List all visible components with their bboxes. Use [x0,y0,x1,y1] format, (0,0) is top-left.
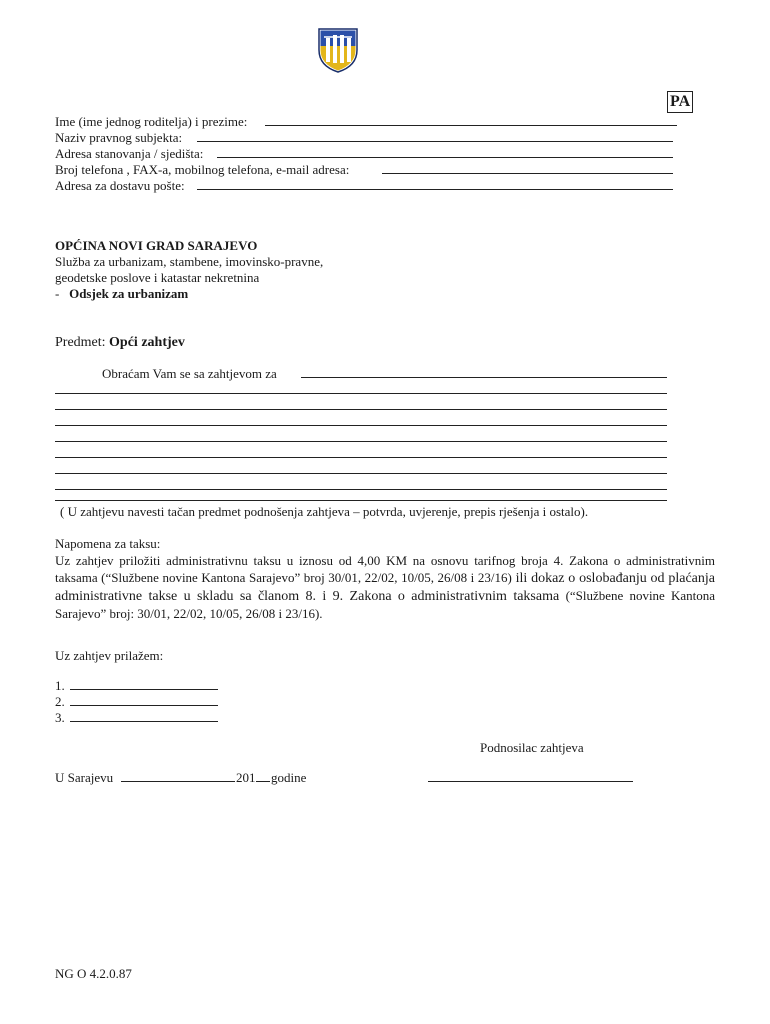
applicant-label: Podnosilac zahtjeva [480,740,584,755]
field-legal-entity-line[interactable] [197,130,673,142]
department-dash: - [55,286,60,301]
attachment-item-1-number: 1. [55,678,65,693]
request-line-4[interactable] [55,430,667,442]
form-type-badge: PA [667,91,693,113]
subject-label: Predmet: [55,335,106,350]
coat-of-arms-icon [316,26,360,74]
attachment-item-2-line[interactable] [70,694,218,706]
request-line-3[interactable] [55,414,667,426]
date-line[interactable] [121,770,235,782]
request-line-1[interactable] [55,382,667,394]
fee-text-part-b: ili dokaz o oslobađanju od plaćanja administrativne takse u skladu sa članom 8. i 9. Zakona o administrativnim taksama [55,571,715,604]
recipient-department [55,286,188,302]
request-line-8[interactable] [55,489,667,501]
request-intro: Obraćam Vam se sa zahtjevom za [102,366,277,381]
field-mail-address-line[interactable] [197,178,673,190]
year-suffix: godine [271,770,307,785]
applicant-signature-line[interactable] [428,770,633,782]
form-code: NG O 4.2.0.87 [55,966,132,981]
place-date-prefix: U Sarajevu [55,770,114,785]
year-line[interactable] [256,770,270,782]
request-line-0[interactable] [301,366,667,378]
field-address-line[interactable] [217,146,673,158]
request-hint: ( U zahtjevu navesti tačan predmet podnošenja zahtjeva – potvrda, uvjerenje, prepis rješenja i ostalo). [60,504,589,519]
field-mail-address-label: Adresa za dostavu pošte: [55,178,185,193]
fee-heading: Napomena za taksu: [55,536,161,551]
attachments-heading: Uz zahtjev prilažem: [55,648,164,663]
request-line-6[interactable] [55,462,667,474]
subject-value: Opći zahtjev [109,335,185,350]
request-line-5[interactable] [55,446,667,458]
field-contact-label: Broj telefona , FAX-a, mobilnog telefona, e-mail adresa: [55,162,350,177]
fee-text-part-c: (“Službene novine Kantona Sarajevo” broj: 30/01, 22/02, 10/05, 26/08 i 23/16). [55,588,715,621]
recipient-service-line2: geodetske poslove i katastar nekretnina [55,270,260,285]
field-address-label: Adresa stanovanja / sjedišta: [55,146,204,161]
subject-line [55,334,185,352]
attachment-item-3-number: 3. [55,710,65,725]
field-name-label: Ime (ime jednog roditelja) i prezime: [55,114,248,129]
field-legal-entity-label: Naziv pravnog subjekta: [55,130,183,145]
attachment-item-2-number: 2. [55,694,65,709]
attachment-item-3-line[interactable] [70,710,218,722]
request-line-2[interactable] [55,398,667,410]
field-contact-line[interactable] [382,162,673,174]
field-name-line[interactable] [265,114,677,126]
fee-text-part-a: Uz zahtjev priložiti administrativnu taksu u iznosu od 4,00 KM na osnovu tarifnog broja 4. Zakona o administrativnim taksama (“Službene novine Kantona Sarajevo” broj 30/01, 22/02, 10/05, 26/08 i 23/16) [55,553,715,585]
fee-text [55,552,715,622]
year-prefix: 201 [236,770,256,785]
department-name: Odsjek za urbanizam [69,286,189,301]
attachment-item-1-line[interactable] [70,678,218,690]
recipient-service-line1: Služba za urbanizam, stambene, imovinsko-pravne, [55,254,324,269]
recipient-office: OPĆINA NOVI GRAD SARAJEVO [55,238,258,253]
